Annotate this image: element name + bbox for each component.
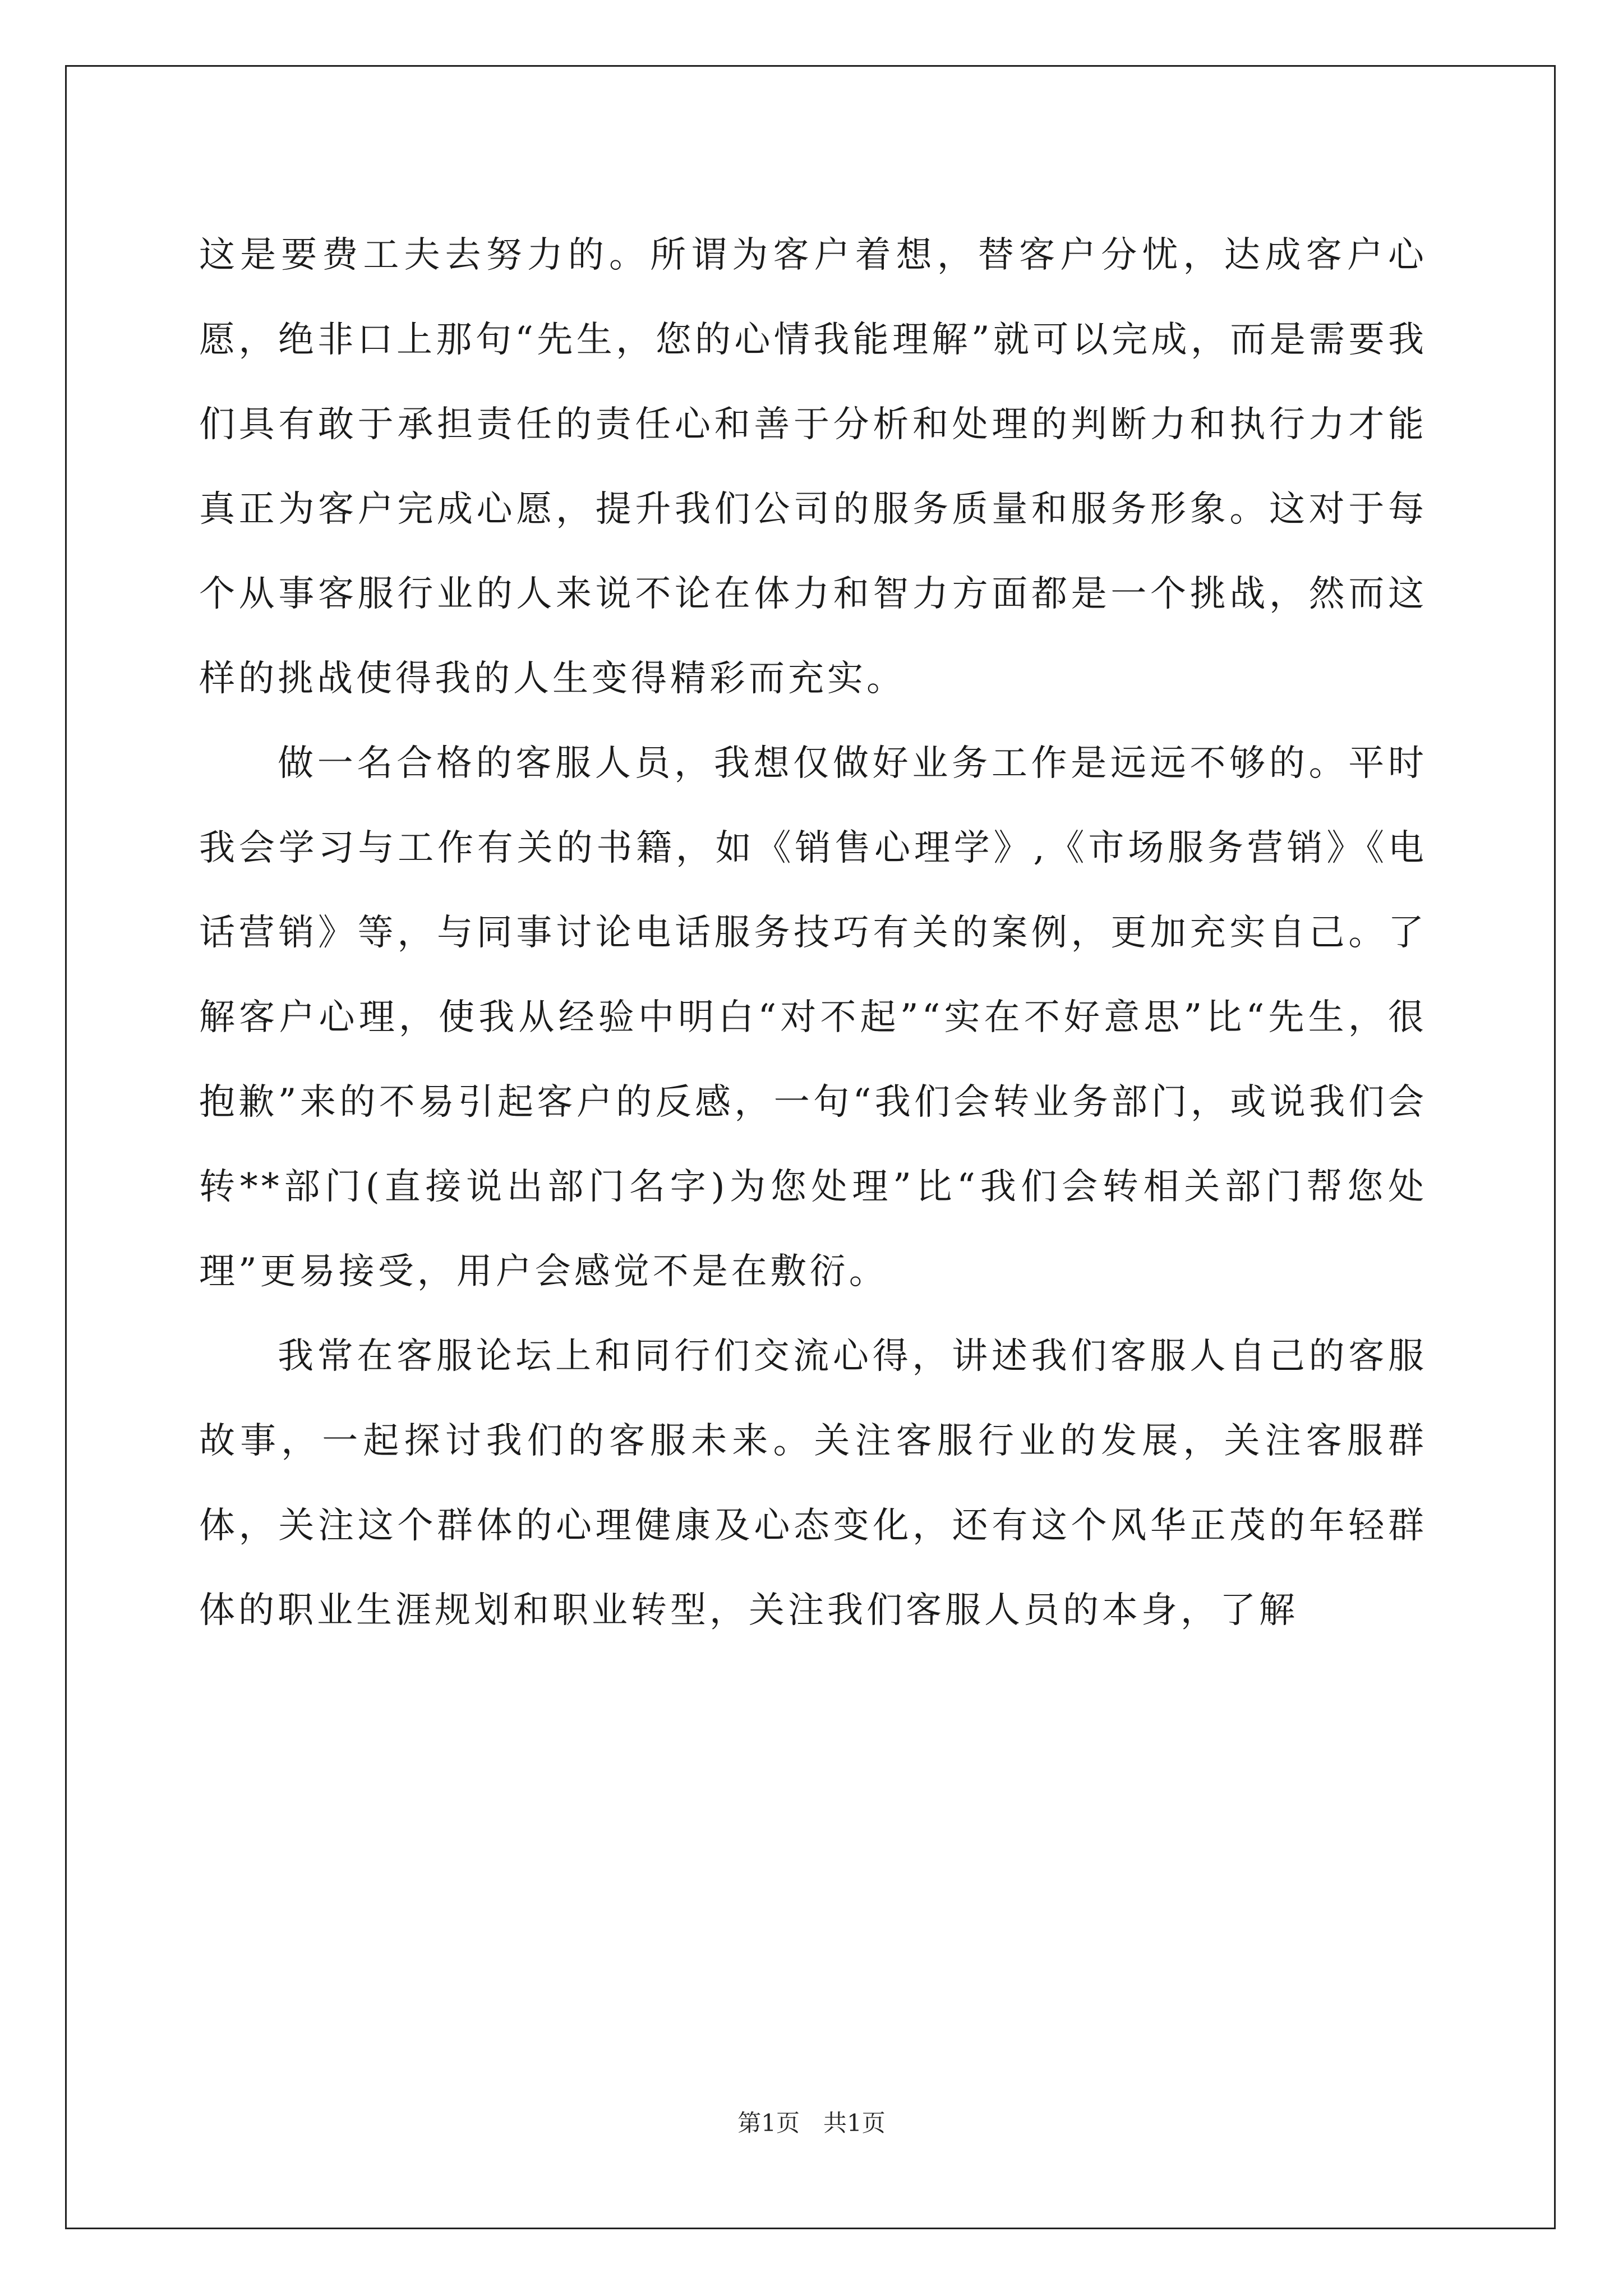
document-body: [199, 213, 1427, 1653]
paragraph-1: 这是要费工夫去努力的。所谓为客户着想，替客户分忧，达成客户心愿，绝非口上那句“先生，您的心情我能理解”就可以完成，而是需要我们具有敢于承担责任的责任心和善于分析和处理的判断力和执行力才能真正为客户完成心愿，提升我们公司的服务质量和服务形象。这对于每个从事客服行业的人来说不论在体力和智力方面都是一个挑战，然而这样的挑战使得我的人生变得精彩而充实。: [199, 234, 1427, 700]
page-number-footer: 第1页 共1页: [737, 2109, 886, 2137]
paragraph-3: 我常在客服论坛上和同行们交流心得，讲述我们客服人自己的客服故事，一起探讨我们的客服未来。关注客服行业的发展，关注客服群体，关注这个群体的心理健康及心态变化，还有这个风华正茂的年轻群体的职业生涯规划和职业转型，关注我们客服人员的本身，了解: [199, 1336, 1427, 1631]
paragraph-2: 做一名合格的客服人员，我想仅做好业务工作是远远不够的。平时我会学习与工作有关的书籍，如《销售心理学》,《市场服务营销》《电话营销》等，与同事讨论电话服务技巧有关的案例，更加充实自己。了解客户心理，使我从经验中明白“对不起”“实在不好意思”比“先生，很抱歉”来的不易引起客户的反感，一句“我们会转业务部门，或说我们会转**部门(直接说出部门名字)为您处理”比“我们会转相关部门帮您处理”更易接受，用户会感觉不是在敷衍。: [199, 743, 1427, 1292]
